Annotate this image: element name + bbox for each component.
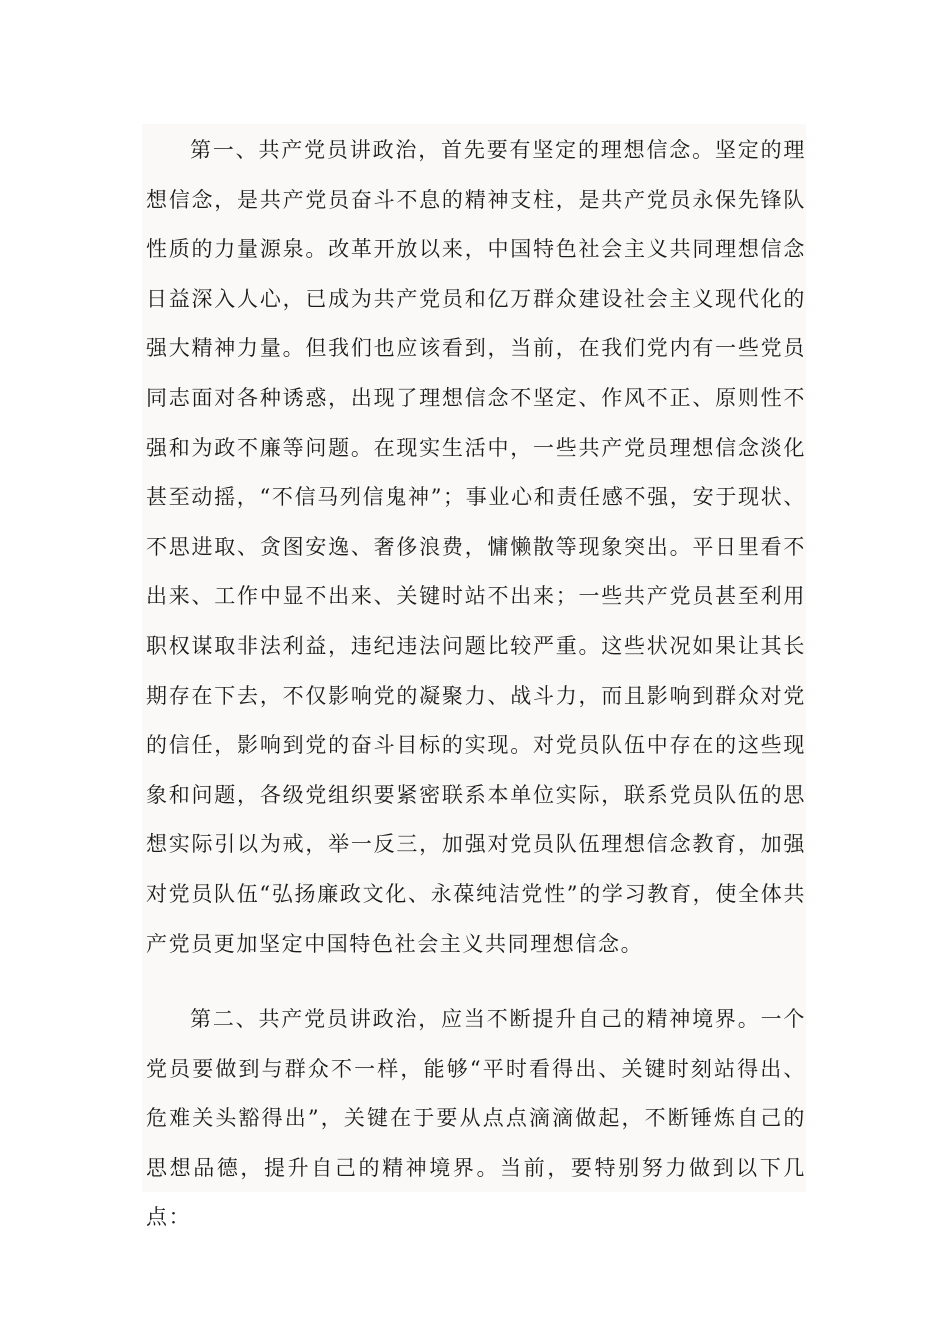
paragraph-second: 第二、共产党员讲政治，应当不断提升自己的精神境界。一个党员要做到与群众不一样，能够“平时看得出、关键时刻站得出、危难关头豁得出”，关键在于要从点点滴滴做起，不断锤炼自己的思想品德，提升自己的精神境界。当前，要特别努力做到以下几点： bbox=[146, 1007, 806, 1230]
document-body bbox=[146, 126, 806, 1243]
paragraph-first: 第一、共产党员讲政治，首先要有坚定的理想信念。坚定的理想信念，是共产党员奋斗不息的精神支柱，是共产党员永保先锋队性质的力量源泉。改革开放以来，中国特色社会主义共同理想信念日益深入人心，已成为共产党员和亿万群众建设社会主义现代化的强大精神力量。但我们也应该看到，当前，在我们党内有一些党员同志面对各种诱惑，出现了理想信念不坚定、作风不正、原则性不强和为政不廉等问题。在现实生活中，一些共产党员理想信念淡化甚至动摇，“不信马列信鬼神”；事业心和责任感不强，安于现状、不思进取、贪图安逸、奢侈浪费，慵懒散等现象突出。平日里看不出来、工作中显不出来、关键时站不出来；一些共产党员甚至利用职权谋取非法利益，违纪违法问题比较严重。这些状况如果让其长期存在下去，不仅影响党的凝聚力、战斗力，而且影响到群众对党的信任，影响到党的奋斗目标的实现。对党员队伍中存在的这些现象和问题，各级党组织要紧密联系本单位实际，联系党员队伍的思想实际引以为戒，举一反三，加强对党员队伍理想信念教育，加强对党员队伍“弘扬廉政文化、永葆纯洁党性”的学习教育，使全体共产党员更加坚定中国特色社会主义共同理想信念。 bbox=[146, 138, 806, 956]
